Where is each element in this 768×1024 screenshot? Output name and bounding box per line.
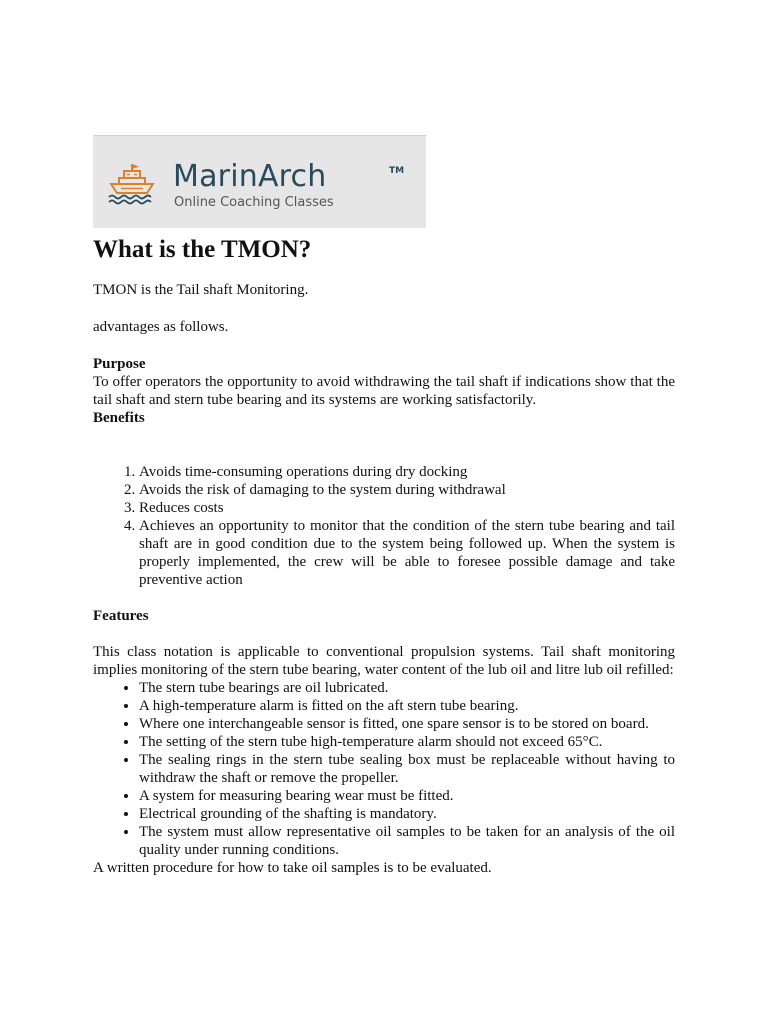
ship-icon	[107, 162, 163, 206]
benefits-heading: Benefits	[93, 410, 145, 426]
purpose-heading: Purpose	[93, 356, 146, 372]
document-page	[93, 135, 675, 877]
list-item: • The setting of the stern tube high-temperature alarm should not exceed 65°C.	[139, 733, 675, 751]
list-item: • A system for measuring bearing wear must be fitted.	[139, 787, 675, 805]
list-item: 3. Reduces costs	[139, 499, 675, 517]
advantages-line: advantages as follows.	[93, 319, 229, 335]
logo-trademark: TM	[389, 166, 405, 176]
list-item: • A high-temperature alarm is fitted on the aft stern tube bearing.	[139, 697, 675, 715]
purpose-text: To offer operators the opportunity to avoid withdrawing the tail shaft if indications show that the tail shaft and stern tube bearing and its systems are working satisfactorily.	[93, 374, 675, 408]
logo-tagline: Online Coaching Classes	[174, 195, 334, 210]
features-heading: Features	[93, 608, 149, 624]
logo-brand-name: MarinArch	[173, 159, 327, 194]
features-list	[93, 679, 675, 859]
closing-paragraph: A written procedure for how to take oil samples is to be evaluated.	[93, 860, 492, 876]
features-intro: This class notation is applicable to conventional propulsion systems. Tail shaft monitoring implies monitoring of the stern tube bearing, water content of the lub oil and litre lub oil refilled:	[93, 644, 675, 678]
list-item: • The system must allow representative oil samples to be taken for an analysis of the oil quality under running conditions.	[139, 823, 675, 859]
list-item: • The sealing rings in the stern tube sealing box must be replaceable without having to withdraw the shaft or remove the propeller.	[139, 751, 675, 787]
list-item: • Where one interchangeable sensor is fitted, one spare sensor is to be stored on board.	[139, 715, 675, 733]
marinarch-logo	[93, 135, 426, 228]
list-item: • The stern tube bearings are oil lubricated.	[139, 679, 675, 697]
list-item: 2. Avoids the risk of damaging to the system during withdrawal	[139, 481, 675, 499]
list-item: 4. Achieves an opportunity to monitor that the condition of the stern tube bearing and tail shaft are in good condition due to the system being followed up. When the system is properly implemented, the crew will be able to foresee possible damage and take preventive action	[139, 517, 675, 589]
list-item: • Electrical grounding of the shafting is mandatory.	[139, 805, 675, 823]
page-title: What is the TMON?	[93, 236, 312, 263]
list-item: 1. Avoids time-consuming operations during dry docking	[139, 463, 675, 481]
intro-paragraph: TMON is the Tail shaft Monitoring.	[93, 282, 309, 298]
benefits-list	[93, 463, 675, 589]
